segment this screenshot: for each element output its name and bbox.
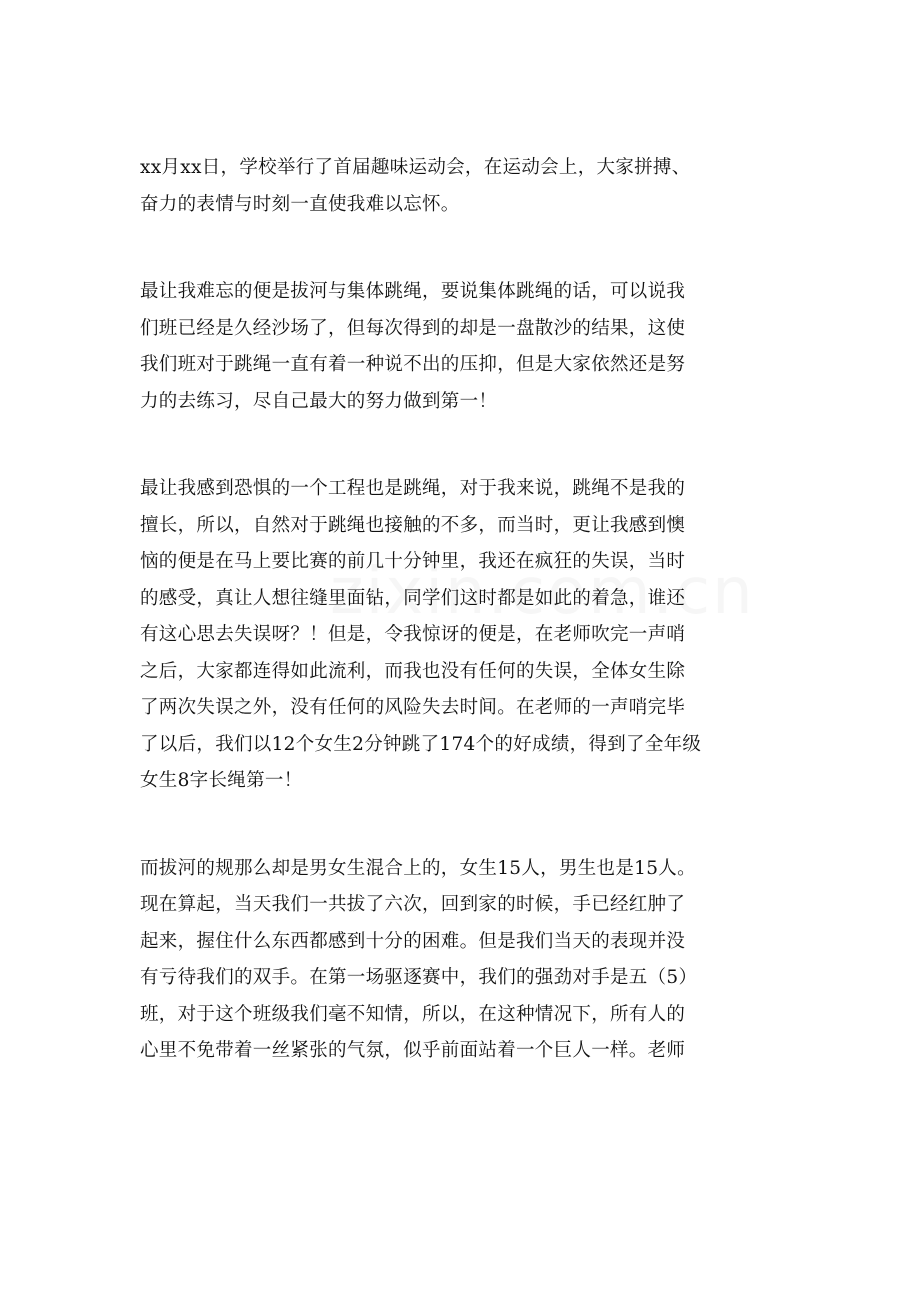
text-line: 了以后，我们以12个女生2分钟跳了174个的好成绩，得到了全年级 (140, 733, 702, 755)
text-line: 班，对于这个班级我们毫不知情，所以，在这种情况下，所有人的 (140, 1003, 686, 1025)
text-line: 力的去练习，尽自己最大的努力做到第一！ (140, 390, 498, 412)
text-line: xx月xx日，学校举行了首届趣味运动会，在运动会上，大家拼搏、 (140, 157, 691, 178)
text-line: 而拔河的规那么却是男女生混合上的，女生15人，男生也是15人。 (140, 857, 696, 879)
text-line: 之后，大家都连得如此流利，而我也没有任何的失误，全体女生除 (140, 660, 686, 682)
paragraph-2 (140, 274, 780, 420)
text-line: 的感受，真让人想往缝里面钻，同学们这时都是如此的着急，谁还 (140, 587, 686, 609)
text-line: 奋力的表情与时刻一直使我难以忘怀。 (140, 193, 460, 215)
text-line: 现在算起，当天我们一共拔了六次，回到家的时候，手已经红肿了 (140, 894, 686, 915)
document-body (140, 150, 780, 1121)
text-line: 有亏待我们的双手。在第一场驱逐赛中，我们的强劲对手是五（5） (140, 967, 698, 988)
text-line: 女生8字长绳第一！ (140, 770, 303, 791)
text-line: 恼的便是在马上要比赛的前几十分钟里，我还在疯狂的失误，当时 (140, 551, 686, 572)
text-line: 我们班对于跳绳一直有着一种说不出的压抑，但是大家依然还是努 (140, 354, 686, 375)
text-line: 最让我感到恐惧的一个工程也是跳绳，对于我来说，跳绳不是我的 (140, 478, 686, 499)
paragraph-1 (140, 150, 780, 223)
paragraph-3 (140, 471, 780, 800)
paragraph-4 (140, 851, 780, 1070)
text-line: 起来，握住什么东西都感到十分的困难。但是我们当天的表现并没 (140, 930, 686, 952)
text-line: 心里不免带着一丝紧张的气氛，似乎前面站着一个巨人一样。老师 (140, 1040, 686, 1061)
text-line: 最让我难忘的便是拔河与集体跳绳，要说集体跳绳的话，可以说我 (140, 281, 686, 302)
text-line: 们班已经是久经沙场了，但每次得到的却是一盘散沙的结果，这使 (140, 317, 686, 339)
text-line: 有这心思去失误呀？！但是，令我惊讶的便是，在老师吹完一声哨 (140, 624, 686, 645)
text-line: 了两次失误之外，没有任何的风险失去时间。在老师的一声哨完毕 (140, 697, 686, 718)
text-line: 擅长，所以，自然对于跳绳也接触的不多，而当时，更让我感到懊 (140, 514, 686, 536)
